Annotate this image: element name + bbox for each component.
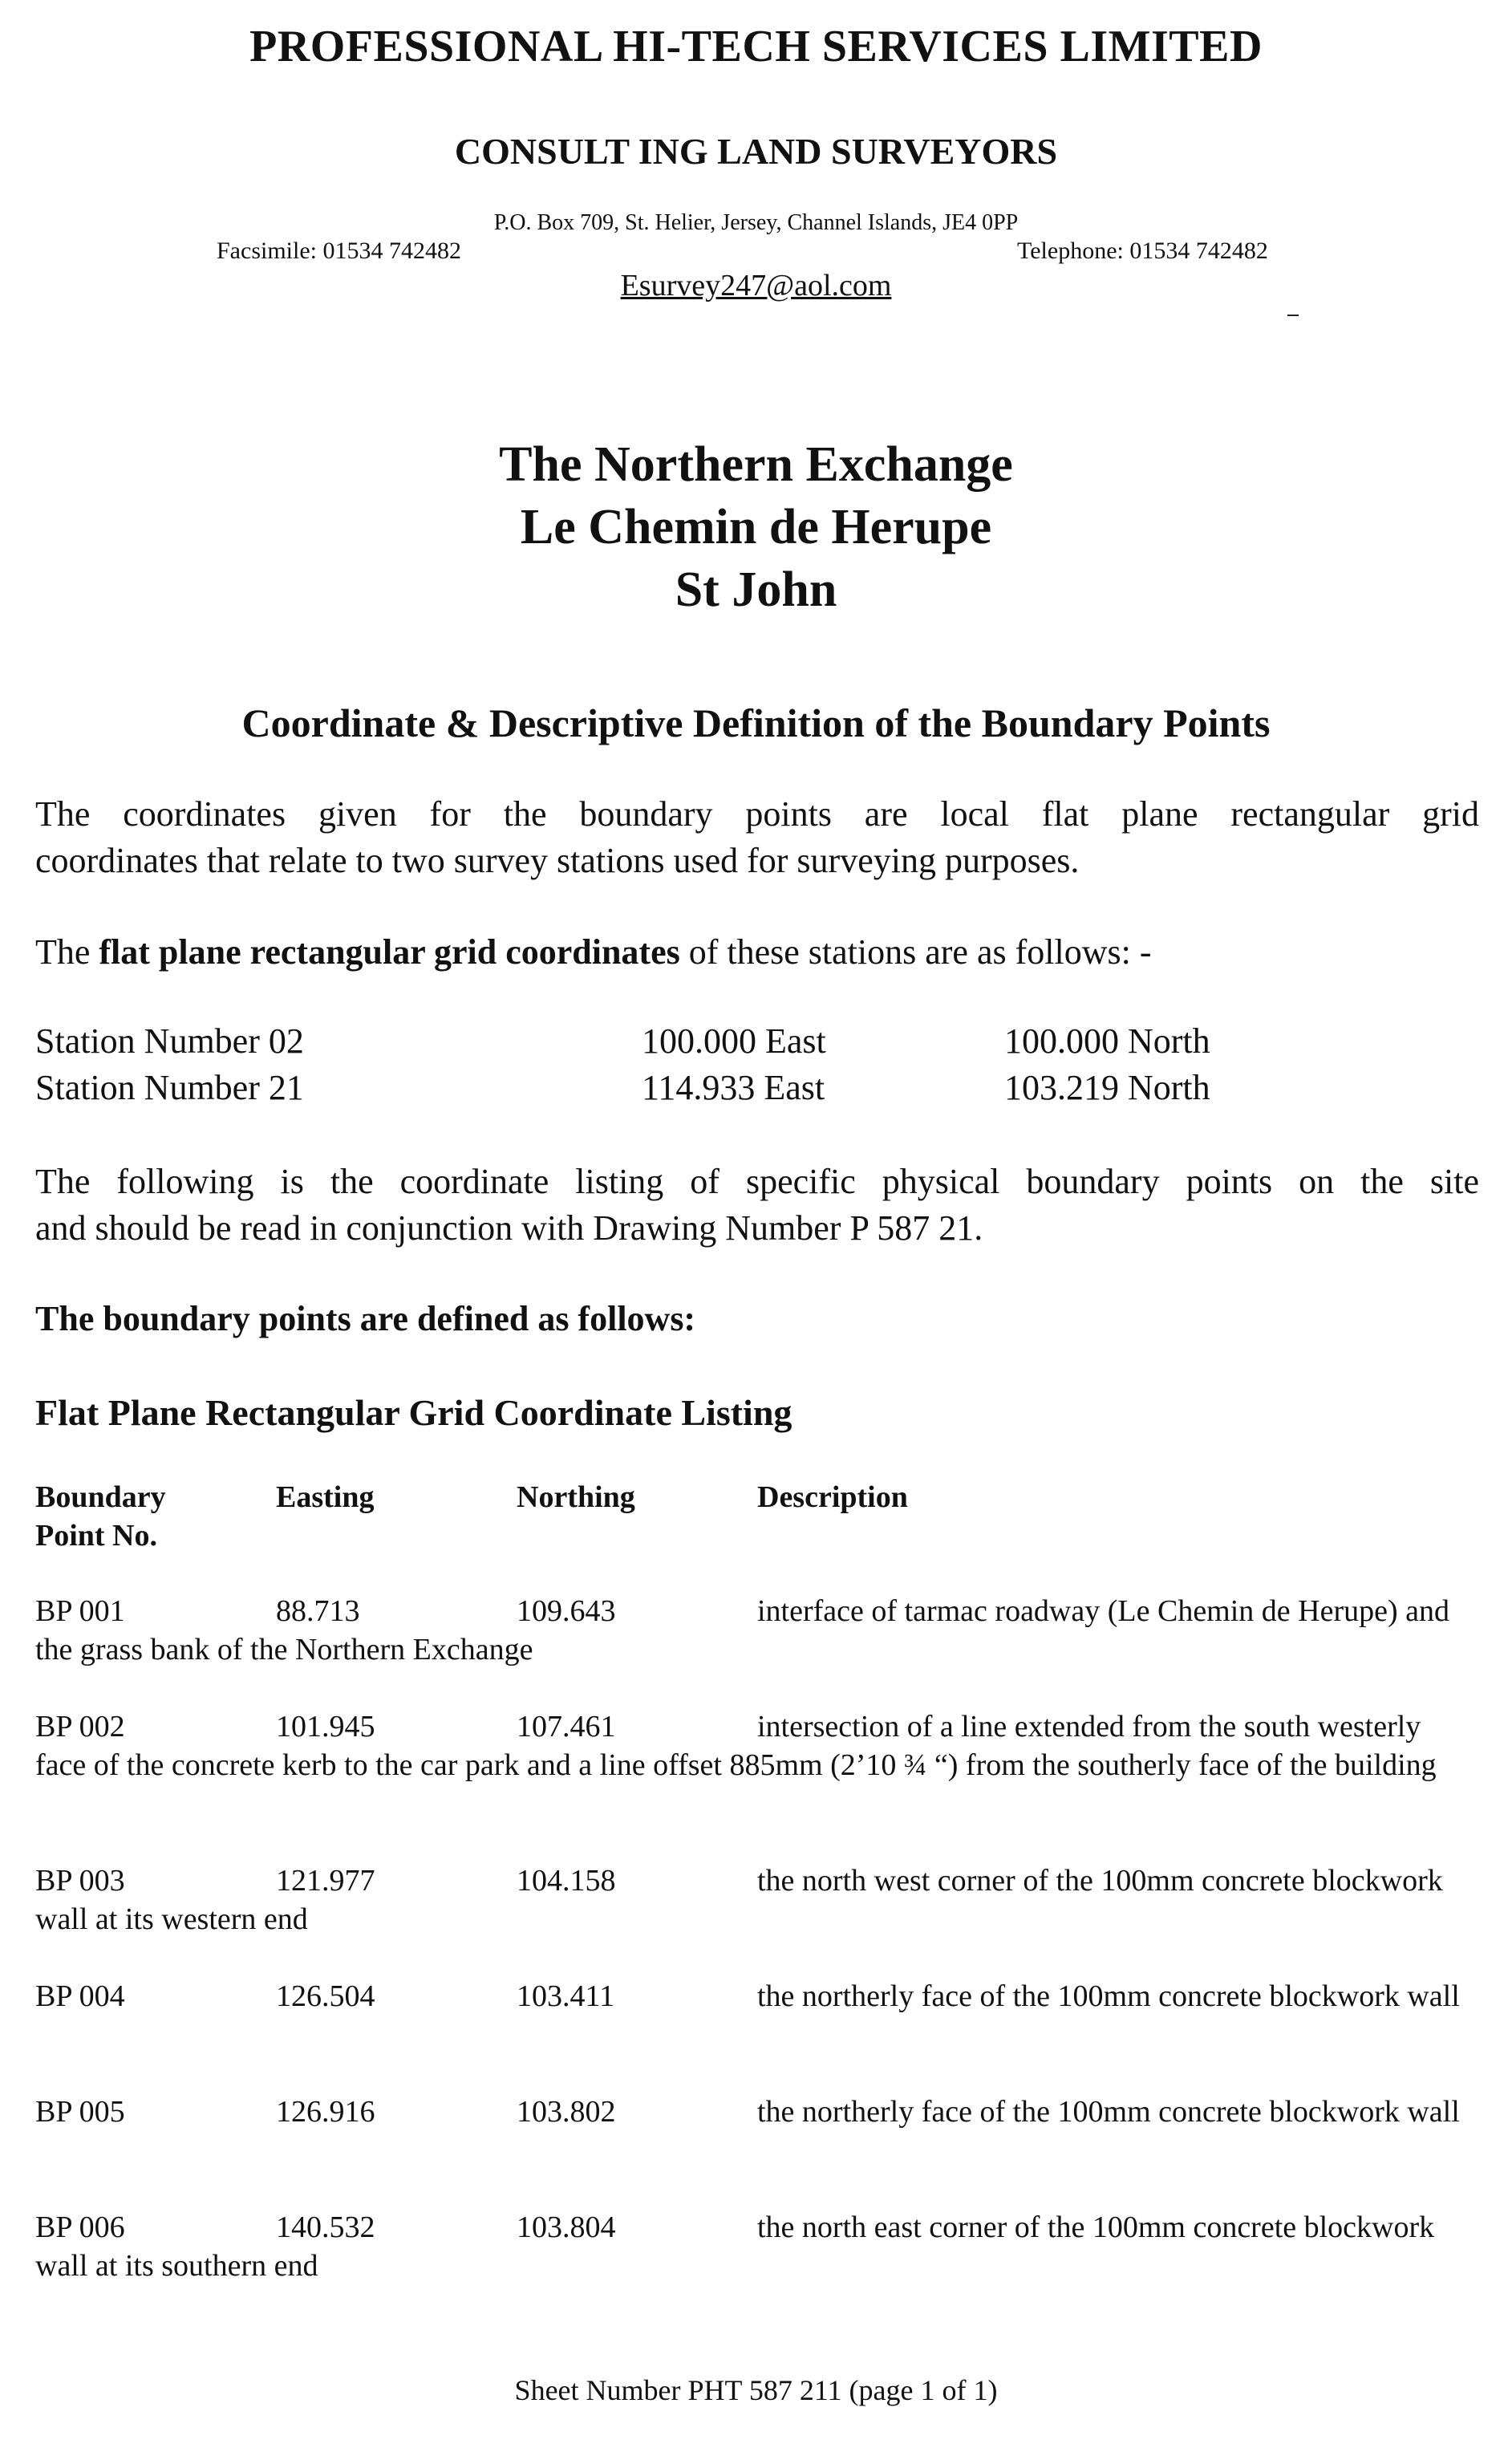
station-name: Station Number 21 — [35, 1068, 304, 1107]
site-parish: St John — [675, 562, 837, 617]
point-easting: 121.977 — [276, 1864, 375, 1898]
point-id: BP 005 — [35, 2095, 125, 2129]
company-subtitle: CONSULT ING LAND SURVEYORS — [454, 131, 1058, 172]
point-description: the northerly face of the 100mm concrete blockwork wall — [757, 2095, 1460, 2129]
table-row — [35, 1707, 1479, 1784]
sheet-number: Sheet Number PHT 587 211 (page 1 of 1) — [514, 2374, 998, 2406]
listing-heading: Flat Plane Rectangular Grid Coordinate Listing — [35, 1392, 792, 1433]
header-description: Description — [757, 1480, 908, 1514]
point-easting: 88.713 — [276, 1594, 360, 1628]
postal-address: P.O. Box 709, St. Helier, Jersey, Channel Islands, JE4 0PP — [493, 210, 1019, 235]
table-row — [35, 1861, 1479, 1938]
point-description: the north west corner of the 100mm concrete blockwork wall at its western end — [35, 1864, 1443, 1936]
facsimile-number: Facsimile: 01534 742482 — [217, 237, 461, 264]
point-id: BP 006 — [35, 2210, 125, 2244]
point-easting: 140.532 — [276, 2210, 375, 2244]
point-easting: 126.504 — [276, 1979, 375, 2013]
point-northing: 103.802 — [517, 2095, 616, 2129]
header-point-no — [35, 1478, 166, 1555]
site-road: Le Chemin de Herupe — [520, 500, 992, 554]
intro-line: The coordinates given for the boundary points are local flat plane rectangular grid — [35, 794, 1479, 834]
station-name: Station Number 02 — [35, 1021, 304, 1061]
header-point-line: Boundary — [35, 1480, 166, 1514]
intro-paragraph — [35, 791, 1479, 884]
point-easting: 101.945 — [276, 1710, 375, 1744]
intro-line: coordinates that relate to two survey stations used for surveying purposes. — [35, 841, 1080, 880]
point-northing: 104.158 — [517, 1864, 616, 1898]
point-northing: 107.461 — [517, 1710, 616, 1744]
company-name: PROFESSIONAL HI-TECH SERVICES LIMITED — [249, 22, 1263, 71]
email-link[interactable]: Esurvey247@aol.com — [620, 269, 892, 302]
station-east: 114.933 East — [642, 1068, 825, 1107]
point-northing: 103.411 — [517, 1979, 615, 2013]
stray-mark — [1287, 315, 1299, 316]
point-easting: 126.916 — [276, 2095, 375, 2129]
following-paragraph — [35, 1159, 1479, 1252]
station-north: 103.219 North — [1004, 1068, 1210, 1107]
flat-plane-paragraph — [35, 929, 1479, 976]
point-description: the northerly face of the 100mm concrete blockwork wall — [757, 1979, 1460, 2013]
point-id: BP 001 — [35, 1594, 125, 1628]
header-point-line: Point No. — [35, 1519, 157, 1553]
point-northing: 109.643 — [517, 1594, 616, 1628]
flat-plane-prefix: The — [35, 932, 99, 972]
table-row — [35, 2208, 1479, 2285]
header-easting: Easting — [276, 1480, 375, 1514]
point-description: intersection of a line extended from the south westerly face of the concrete kerb to the car park and a line offset 885mm (2’10 ¾ “) from the southerly face of the building — [35, 1710, 1437, 1782]
defined-heading: The boundary points are defined as follows: — [35, 1299, 696, 1338]
point-description: interface of tarmac roadway (Le Chemin de Herupe) and the grass bank of the Northern Exchange — [35, 1594, 1450, 1666]
point-id: BP 002 — [35, 1710, 125, 1744]
section-heading: Coordinate & Descriptive Definition of the Boundary Points — [241, 700, 1271, 745]
station-north: 100.000 North — [1004, 1021, 1210, 1061]
flat-plane-bold: flat plane rectangular grid coordinates — [99, 932, 680, 972]
table-row — [35, 1592, 1479, 1669]
following-line: The following is the coordinate listing of specific physical boundary points on the site — [35, 1162, 1479, 1201]
table-row — [35, 1977, 1479, 2016]
site-title: The Northern Exchange — [499, 437, 1013, 492]
flat-plane-suffix: of these stations are as follows: - — [679, 932, 1152, 972]
telephone-number: Telephone: 01534 742482 — [1017, 237, 1268, 264]
following-line: and should be read in conjunction with Drawing Number P 587 21. — [35, 1208, 983, 1248]
point-description: the north east corner of the 100mm concrete blockwork wall at its southern end — [35, 2210, 1435, 2283]
table-row — [35, 2093, 1479, 2131]
point-id: BP 003 — [35, 1864, 125, 1898]
point-northing: 103.804 — [517, 2210, 616, 2244]
point-id: BP 004 — [35, 1979, 125, 2013]
header-northing: Northing — [517, 1480, 635, 1514]
station-east: 100.000 East — [642, 1021, 826, 1061]
